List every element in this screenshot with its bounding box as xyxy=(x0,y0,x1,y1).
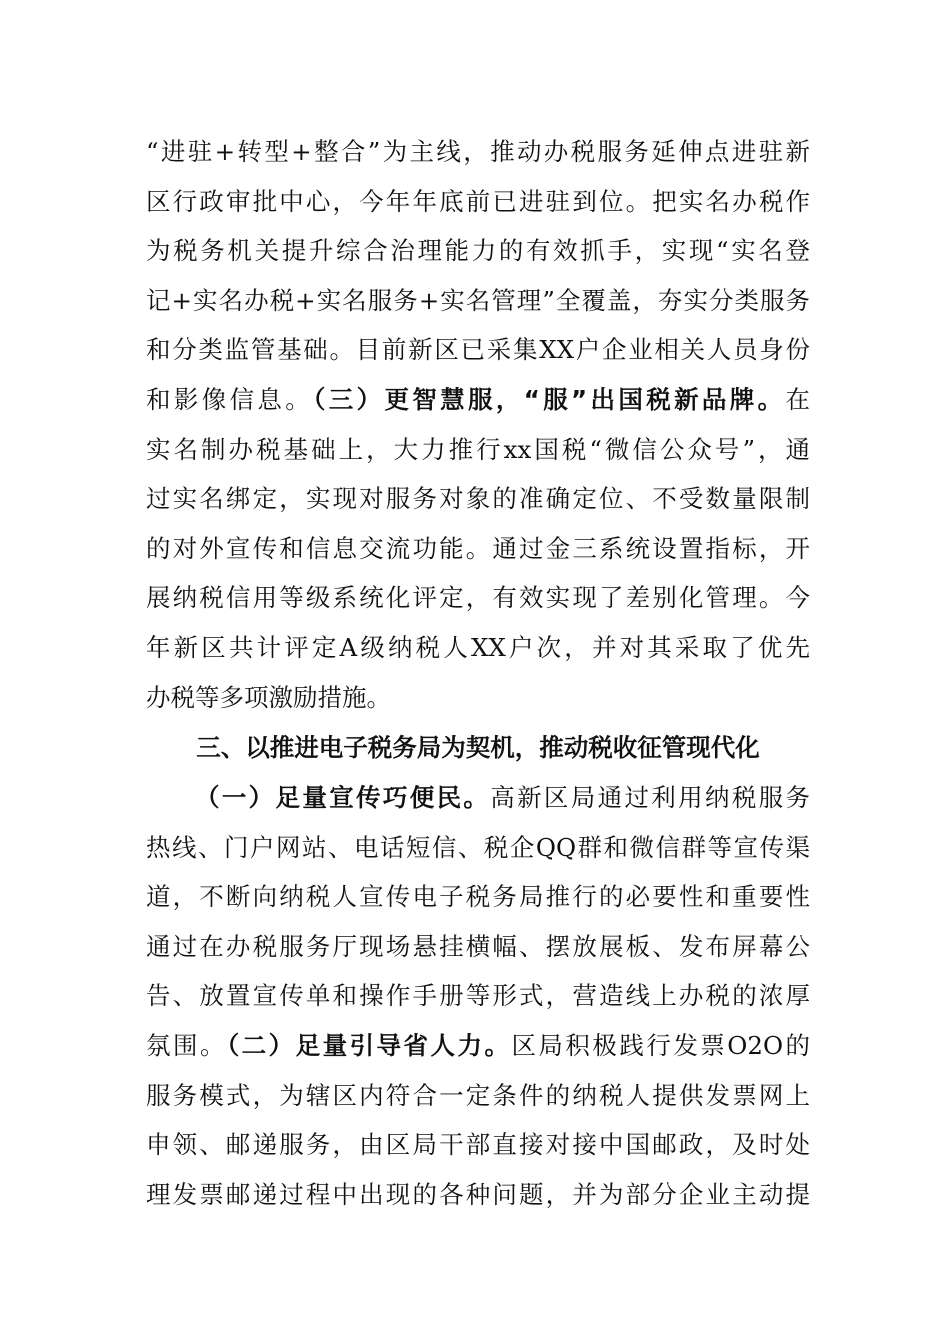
text-line xyxy=(146,773,810,823)
text-line: 和分类监管基础。目前新区已采集XX户企业相关人员身份 xyxy=(146,335,810,365)
subheading-inline: （一）足量宣传巧便民。 xyxy=(195,783,491,812)
text-run: 和影像信息。 xyxy=(146,384,314,414)
text-run: 高新区局通过利用纳税服务 xyxy=(490,783,810,812)
text-line: 展纳税信用等级系统化评定，有效实现了差别化管理。今 xyxy=(146,583,810,613)
section-heading: 三、以推进电子税务局为契机，推动税收征管现代化 xyxy=(196,733,760,762)
text-line: 过实名绑定，实现对服务对象的准确定位、不受数量限制 xyxy=(146,484,810,514)
text-run: 区局积极践行发票O2O的 xyxy=(511,1030,810,1060)
text-line: 告、放置宣传单和操作手册等形式，营造线上办税的浓厚 xyxy=(146,981,810,1011)
subheading-inline: （二）足量引导省人力。 xyxy=(226,1030,512,1060)
subheading-inline: （三）更智慧服，“服”出国税新品牌。 xyxy=(313,384,786,414)
text-line: 年新区共计评定A级纳税人XX户次，并对其采取了优先 xyxy=(146,632,810,662)
text-line: “进驻+转型+整合”为主线，推动办税服务延伸点进驻新 xyxy=(146,137,810,166)
text-line: 通过在办税服务厅现场悬挂横幅、摆放展板、发布屏幕公 xyxy=(146,931,810,961)
body-text-section-three xyxy=(146,773,810,1219)
text-line: 申领、邮递服务，由区局干部直接对接中国邮政，及时处 xyxy=(146,1130,810,1160)
text-line xyxy=(146,1021,810,1071)
text-line: 区行政审批中心，今年年底前已进驻到位。把实名办税作 xyxy=(146,186,810,216)
text-line: 道，不断向纳税人宣传电子税务局推行的必要性和重要性 xyxy=(146,882,810,912)
text-run: 氛围。 xyxy=(146,1030,227,1060)
text-line: 实名制办税基础上，大力推行xx国税“微信公众号”，通 xyxy=(146,434,810,464)
text-line: 服务模式，为辖区内符合一定条件的纳税人提供发票网上 xyxy=(146,1080,810,1110)
text-line: 为税务机关提升综合治理能力的有效抓手，实现“实名登 xyxy=(146,236,810,266)
text-line xyxy=(146,375,810,425)
body-text-section-two xyxy=(146,127,810,722)
text-line: 的对外宣传和信息交流功能。通过金三系统设置指标，开 xyxy=(146,533,810,563)
text-line: 热线、门户网站、电话短信、税企QQ群和微信群等宣传渠 xyxy=(146,832,810,862)
text-line: 记+实名办税+实名服务+实名管理”全覆盖，夯实分类服务 xyxy=(146,285,810,315)
text-line: 理发票邮递过程中出现的各种问题，并为部分企业主动提 xyxy=(146,1179,810,1209)
text-run: 在 xyxy=(785,384,810,414)
text-line: 办税等多项激励措施。 xyxy=(146,682,391,712)
